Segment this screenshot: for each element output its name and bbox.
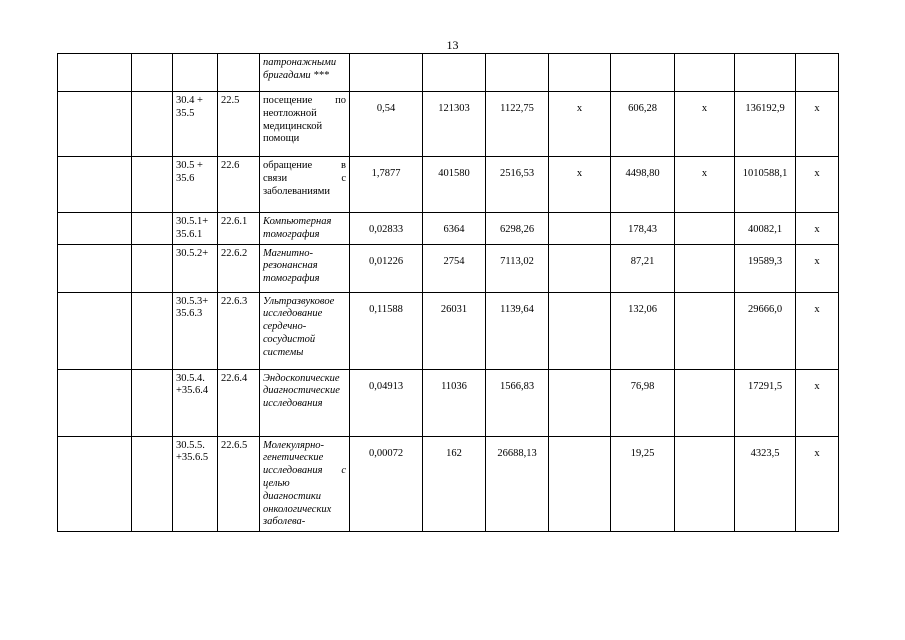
blank-cell-a xyxy=(58,213,132,245)
value-cell-5 xyxy=(611,54,675,92)
row-code: 30.5.1+ 35.6.1 xyxy=(173,213,218,245)
row-description: Молекулярно-генетические исследования с целью диагностики онкологических заболева- xyxy=(260,436,350,532)
table-row xyxy=(58,54,839,92)
row-subcode: 22.6.1 xyxy=(218,213,260,245)
value-cell-5: 606,28 xyxy=(611,92,675,157)
value-cell-5: 87,21 xyxy=(611,244,675,292)
blank-cell-a xyxy=(58,292,132,369)
row-description: Ультразвуковое исследование сердечно-сосудистой системы xyxy=(260,292,350,369)
value-cell-1: 0,02833 xyxy=(350,213,423,245)
value-cell-5: 132,06 xyxy=(611,292,675,369)
value-cell-8: x xyxy=(796,244,839,292)
value-cell-4 xyxy=(549,54,611,92)
blank-cell-b xyxy=(132,213,173,245)
row-description: Компьютерная томография xyxy=(260,213,350,245)
row-code: 30.5.2+ xyxy=(173,244,218,292)
value-cell-2: 401580 xyxy=(423,157,486,213)
blank-cell-a xyxy=(58,369,132,436)
blank-cell-b xyxy=(132,54,173,92)
value-cell-7: 136192,9 xyxy=(735,92,796,157)
blank-cell-a xyxy=(58,54,132,92)
value-cell-7: 40082,1 xyxy=(735,213,796,245)
value-cell-6 xyxy=(675,436,735,532)
row-description: патронажными бригадами *** xyxy=(260,54,350,92)
table-row xyxy=(58,157,839,213)
value-cell-2: 121303 xyxy=(423,92,486,157)
table-row xyxy=(58,369,839,436)
row-code: 30.5.5. +35.6.5 xyxy=(173,436,218,532)
value-cell-6 xyxy=(675,244,735,292)
row-description: Эндоскопические диагностические исследования xyxy=(260,369,350,436)
table-row xyxy=(58,292,839,369)
value-cell-8: x xyxy=(796,369,839,436)
value-cell-8: x xyxy=(796,157,839,213)
value-cell-5: 4498,80 xyxy=(611,157,675,213)
value-cell-1 xyxy=(350,54,423,92)
tariff-table xyxy=(57,53,839,532)
blank-cell-a xyxy=(58,436,132,532)
blank-cell-a xyxy=(58,92,132,157)
row-code: 30.5.3+ 35.6.3 xyxy=(173,292,218,369)
value-cell-6 xyxy=(675,54,735,92)
value-cell-4 xyxy=(549,213,611,245)
value-cell-4: x xyxy=(549,92,611,157)
row-subcode: 22.5 xyxy=(218,92,260,157)
row-subcode: 22.6.2 xyxy=(218,244,260,292)
value-cell-6 xyxy=(675,369,735,436)
value-cell-3: 1139,64 xyxy=(486,292,549,369)
value-cell-2: 6364 xyxy=(423,213,486,245)
row-subcode: 22.6 xyxy=(218,157,260,213)
value-cell-4 xyxy=(549,292,611,369)
value-cell-1: 0,11588 xyxy=(350,292,423,369)
value-cell-7: 19589,3 xyxy=(735,244,796,292)
value-cell-8: x xyxy=(796,436,839,532)
value-cell-7 xyxy=(735,54,796,92)
row-subcode: 22.6.5 xyxy=(218,436,260,532)
value-cell-4 xyxy=(549,436,611,532)
value-cell-1: 0,04913 xyxy=(350,369,423,436)
value-cell-6 xyxy=(675,213,735,245)
value-cell-5: 19,25 xyxy=(611,436,675,532)
value-cell-3 xyxy=(486,54,549,92)
value-cell-3: 2516,53 xyxy=(486,157,549,213)
row-subcode xyxy=(218,54,260,92)
blank-cell-b xyxy=(132,369,173,436)
value-cell-2 xyxy=(423,54,486,92)
row-code: 30.4 + 35.5 xyxy=(173,92,218,157)
row-code xyxy=(173,54,218,92)
value-cell-2: 2754 xyxy=(423,244,486,292)
value-cell-4: x xyxy=(549,157,611,213)
value-cell-3: 1566,83 xyxy=(486,369,549,436)
value-cell-3: 6298,26 xyxy=(486,213,549,245)
row-code: 30.5 + 35.6 xyxy=(173,157,218,213)
value-cell-6: x xyxy=(675,157,735,213)
table-row xyxy=(58,244,839,292)
blank-cell-b xyxy=(132,92,173,157)
value-cell-7: 29666,0 xyxy=(735,292,796,369)
value-cell-1: 0,00072 xyxy=(350,436,423,532)
value-cell-3: 7113,02 xyxy=(486,244,549,292)
blank-cell-a xyxy=(58,157,132,213)
table-row xyxy=(58,436,839,532)
page-number: 13 xyxy=(446,38,459,52)
value-cell-7: 4323,5 xyxy=(735,436,796,532)
value-cell-5: 178,43 xyxy=(611,213,675,245)
table-row xyxy=(58,92,839,157)
value-cell-6 xyxy=(675,292,735,369)
value-cell-2: 26031 xyxy=(423,292,486,369)
value-cell-8: x xyxy=(796,213,839,245)
blank-cell-b xyxy=(132,244,173,292)
value-cell-8: x xyxy=(796,292,839,369)
blank-cell-a xyxy=(58,244,132,292)
value-cell-7: 1010588,1 xyxy=(735,157,796,213)
value-cell-1: 0,54 xyxy=(350,92,423,157)
row-description: посещение по неотложной медицинской помощи xyxy=(260,92,350,157)
value-cell-8 xyxy=(796,54,839,92)
value-cell-1: 0,01226 xyxy=(350,244,423,292)
row-description: Магнитно-резонансная томография xyxy=(260,244,350,292)
value-cell-7: 17291,5 xyxy=(735,369,796,436)
row-subcode: 22.6.3 xyxy=(218,292,260,369)
blank-cell-b xyxy=(132,157,173,213)
value-cell-3: 1122,75 xyxy=(486,92,549,157)
value-cell-1: 1,7877 xyxy=(350,157,423,213)
value-cell-4 xyxy=(549,369,611,436)
blank-cell-b xyxy=(132,292,173,369)
value-cell-2: 162 xyxy=(423,436,486,532)
value-cell-8: x xyxy=(796,92,839,157)
value-cell-4 xyxy=(549,244,611,292)
blank-cell-b xyxy=(132,436,173,532)
row-code: 30.5.4. +35.6.4 xyxy=(173,369,218,436)
value-cell-2: 11036 xyxy=(423,369,486,436)
value-cell-5: 76,98 xyxy=(611,369,675,436)
row-subcode: 22.6.4 xyxy=(218,369,260,436)
row-description: обращение в связи с заболеваниями xyxy=(260,157,350,213)
value-cell-3: 26688,13 xyxy=(486,436,549,532)
table-row xyxy=(58,213,839,245)
value-cell-6: x xyxy=(675,92,735,157)
